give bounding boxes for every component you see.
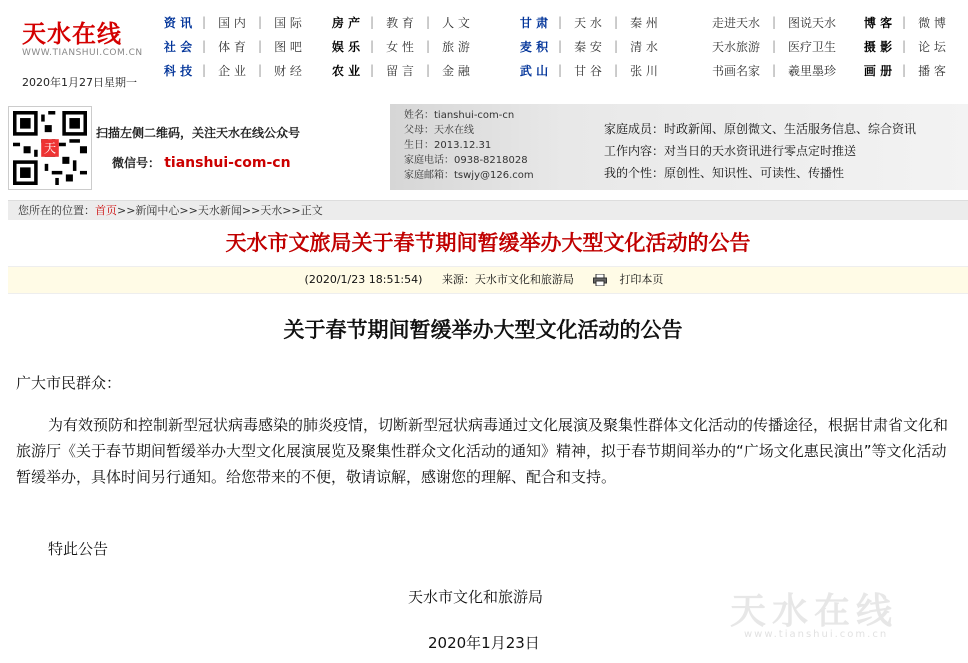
wechat-id-label: 微信号： [112,156,161,170]
page-title: 天水市文旅局关于春节期间暂缓举办大型文化活动的公告 [225,230,751,255]
nav-link[interactable]: 微 博 [918,15,946,30]
top-header [0,0,968,100]
nav-row [158,58,310,82]
nav-link[interactable]: 农 业 [331,63,361,78]
nav-link[interactable]: 画 册 [863,63,893,78]
nav-link[interactable]: 娱 乐 [331,39,361,54]
nav-separator: | [901,15,907,29]
nav-link[interactable]: 书画名家 [711,63,760,78]
nav-row [326,10,478,34]
nav-link[interactable]: 甘 肃 [519,15,549,30]
nav-separator: | [425,63,431,77]
nav-link[interactable]: 麦 积 [519,39,549,54]
nav-separator: | [369,39,375,53]
nav-link[interactable]: 企 业 [218,63,246,78]
nav-link[interactable]: 科 技 [163,63,193,78]
profile-card-line: 工作内容：对当日的天水资讯进行零点定时推送 [604,144,857,158]
nav-link[interactable]: 秦 州 [630,15,658,30]
nav-separator: | [771,63,777,77]
watermark-url: www.tianshui.com.cn [744,629,889,640]
nav-link[interactable]: 张 川 [630,63,658,78]
nav-separator: | [257,63,263,77]
nav-link[interactable]: 图说天水 [787,15,836,30]
nav-separator: | [201,15,207,29]
nav-separator: | [557,63,563,77]
nav-separator: | [901,39,907,53]
article-source: 来源：天水市文化和旅游局 [441,273,574,286]
nav-link[interactable]: 体 育 [218,39,246,54]
profile-card-left [404,108,594,183]
nav-separator: | [257,15,263,29]
nav-link[interactable]: 天 水 [574,15,602,30]
breadcrumb [8,200,968,220]
wechat-id-value: tianshui-com-cn [164,155,291,171]
nav-link[interactable]: 论 坛 [918,39,946,54]
nav-link[interactable]: 武 山 [519,63,549,78]
nav-link[interactable]: 房 产 [331,15,361,30]
nav-link[interactable]: 教 育 [386,15,414,30]
nav-link[interactable]: 资 讯 [163,15,193,30]
article-signature-date: 2020年1月23日 [428,634,540,652]
nav-separator: | [613,39,619,53]
nav-separator: | [425,15,431,29]
wechat-banner [8,104,968,190]
profile-card-line: 家庭成员：时政新闻、原创微文、生活服务信息、综合资讯 [604,122,917,136]
current-date: 2020年1月27日星期一 [22,76,137,89]
breadcrumb-trail[interactable]: >>新闻中心>>天水新闻>>天水>>正文 [117,204,323,217]
nav-link[interactable]: 人 文 [442,15,470,30]
nav-link[interactable]: 社 会 [163,39,193,54]
nav-separator: | [201,63,207,77]
article-paragraph: 为有效预防和控制新型冠状病毒感染的肺炎疫情，切断新型冠状病毒通过文化展演及聚集性群体文化活动的传播途径，根据甘肃省文化和旅游厅《关于春节期间暂缓举办大型文化展演展览及聚集性群众文化活动的通知》精神，拟于春节期间举办的“广场文化惠民演出”等文化活动暂缓举办，具体时间另行通知。给您带来的不便，敬请谅解，感谢您的理解、配合和支持。 [16,416,949,486]
breadcrumb-prefix: 您所在的位置： [18,204,95,217]
nav-row [704,34,844,58]
nav-link[interactable]: 甘 谷 [574,63,602,78]
nav-row [158,10,310,34]
nav-separator: | [613,63,619,77]
print-button[interactable] [593,273,671,286]
site-watermark [730,583,940,651]
nav-link[interactable]: 天水旅游 [711,39,760,54]
wechat-id [112,154,291,171]
nav-separator: | [369,15,375,29]
nav-row [326,34,478,58]
breadcrumb-home-link[interactable]: 首页 [95,204,117,217]
profile-card-line: 我的个性：原创性、知识性、可读性、传播性 [604,166,845,180]
nav-group-1 [158,10,308,88]
nav-link[interactable]: 国 际 [274,15,302,30]
nav-link[interactable]: 国 内 [218,15,246,30]
printer-icon [593,274,607,286]
svg-text:天: 天 [43,141,57,156]
nav-link[interactable]: 女 性 [386,39,414,54]
nav-link[interactable]: 留 言 [386,63,414,78]
nav-row [858,34,954,58]
nav-separator: | [201,39,207,53]
nav-separator: | [557,15,563,29]
profile-card-line: 父母：天水在线 [404,125,474,136]
logo-title: 天水在线 [22,20,122,48]
nav-group-2 [326,10,496,88]
profile-card-line: 家庭电话：0938-8218028 [404,155,528,166]
qr-prompt: 扫描左侧二维码，关注天水在线公众号 [96,126,301,140]
nav-link[interactable]: 医疗卫生 [787,39,836,54]
nav-row [858,10,954,34]
nav-link[interactable]: 旅 游 [442,39,470,54]
article-closing: 特此公告 [48,540,109,558]
publish-time: (2020/1/23 18:51:54) [304,273,423,286]
profile-card-line: 家庭邮箱：tswjy@126.com [404,170,534,181]
nav-link[interactable]: 播 客 [918,63,946,78]
profile-card [390,104,968,190]
nav-group-5 [858,10,968,88]
nav-group-3 [514,10,684,88]
nav-link[interactable]: 博 客 [863,15,893,30]
nav-link[interactable]: 金 融 [442,63,470,78]
site-logo[interactable] [8,8,148,94]
nav-separator: | [257,39,263,53]
profile-card-line: 姓名：tianshui-com-cn [404,110,515,121]
nav-row [158,34,310,58]
article-salutation: 广大市民群众： [16,374,122,392]
qr-code-icon [13,111,87,185]
print-label: 打印本页 [619,273,664,286]
nav-row [704,58,844,82]
logo-url: WWW.TIANSHUI.COM.CN [22,48,143,58]
article-signature-org: 天水市文化和旅游局 [408,588,544,606]
nav-separator: | [771,15,777,29]
nav-separator: | [613,15,619,29]
nav-link[interactable]: 秦 安 [574,39,602,54]
nav-group-4 [704,10,844,88]
nav-link[interactable]: 摄 影 [863,39,893,54]
nav-row [858,58,954,82]
profile-card-line: 生日：2013.12.31 [404,140,492,151]
profile-card-right [604,118,964,184]
main-nav [158,10,968,88]
watermark-text: 天水在线 [730,590,899,632]
nav-separator: | [369,63,375,77]
nav-row [514,10,666,34]
nav-separator: | [771,39,777,53]
nav-row [326,58,478,82]
article-title: 关于春节期间暂缓举办大型文化活动的公告 [283,317,683,342]
nav-link[interactable]: 清 水 [630,39,658,54]
nav-separator: | [557,39,563,53]
nav-link[interactable]: 走进天水 [711,15,760,30]
nav-link[interactable]: 财 经 [274,63,302,78]
article-meta [8,266,968,294]
nav-row [704,10,844,34]
nav-row [514,34,666,58]
nav-row [514,58,666,82]
qr-code [8,106,92,190]
nav-separator: | [425,39,431,53]
nav-separator: | [901,63,907,77]
nav-link[interactable]: 羲里墨珍 [787,63,836,78]
nav-link[interactable]: 图 吧 [274,39,302,54]
